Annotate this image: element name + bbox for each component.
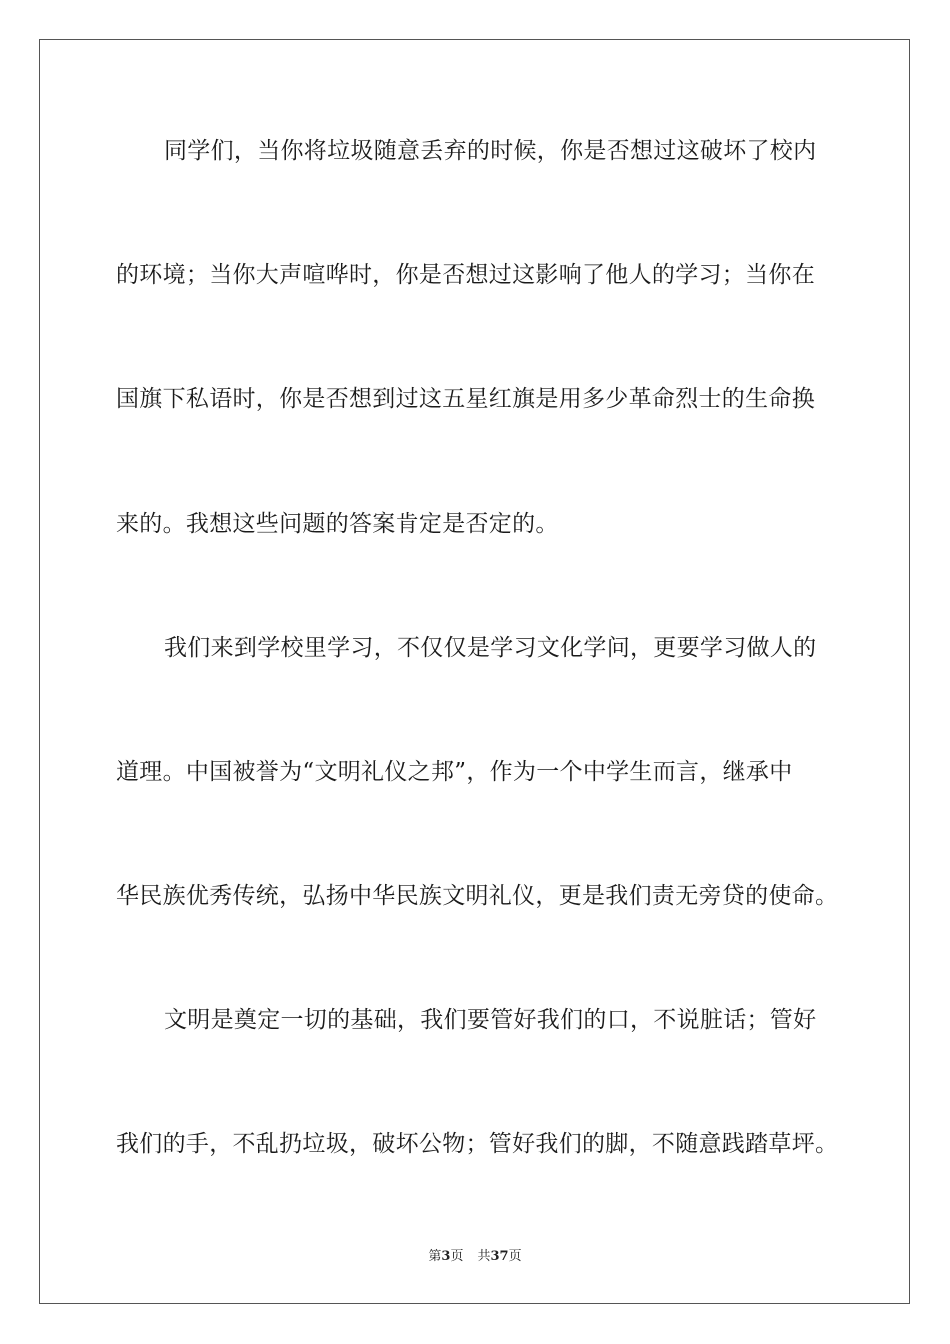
paragraph-2-line-2: 道理。中国被誉为“文明礼仪之邦”，作为一个中学生而言，继承中: [116, 759, 793, 785]
total-prefix: 共: [477, 1249, 491, 1264]
paragraph-1-line-2: 的环境；当你大声喧哗时，你是否想过这影响了他人的学习；当你在: [116, 262, 815, 288]
paragraph-3-line-2: 我们的手，不乱扔垃圾，破坏公物；管好我们的脚，不随意践踏草坪。: [116, 1131, 839, 1157]
paragraph-3-line-1: 文明是奠定一切的基础，我们要管好我们的口，不说脏话；管好: [164, 1007, 817, 1033]
total-pages: 37: [490, 1249, 509, 1264]
paragraph-1-line-3: 国旗下私语时，你是否想到过这五星红旗是用多少革命烈士的生命换: [116, 386, 815, 412]
paragraph-2-line-3: 华民族优秀传统，弘扬中华民族文明礼仪，更是我们责无旁贷的使命。: [116, 883, 839, 909]
page-frame: [39, 39, 910, 1304]
page-footer: [0, 1248, 950, 1266]
paragraph-1-line-1: 同学们，当你将垃圾随意丢弃的时候，你是否想过这破坏了校内: [164, 138, 817, 164]
paragraph-1-line-4: 来的。我想这些问题的答案肯定是否定的。: [116, 511, 559, 537]
paragraph-2-line-1: 我们来到学校里学习，不仅仅是学习文化学问，更要学习做人的: [164, 635, 817, 661]
total-suffix: 页: [508, 1249, 522, 1264]
page-number: 3: [441, 1249, 451, 1264]
page-suffix: 页: [450, 1249, 464, 1264]
page-prefix: 第: [428, 1249, 442, 1264]
